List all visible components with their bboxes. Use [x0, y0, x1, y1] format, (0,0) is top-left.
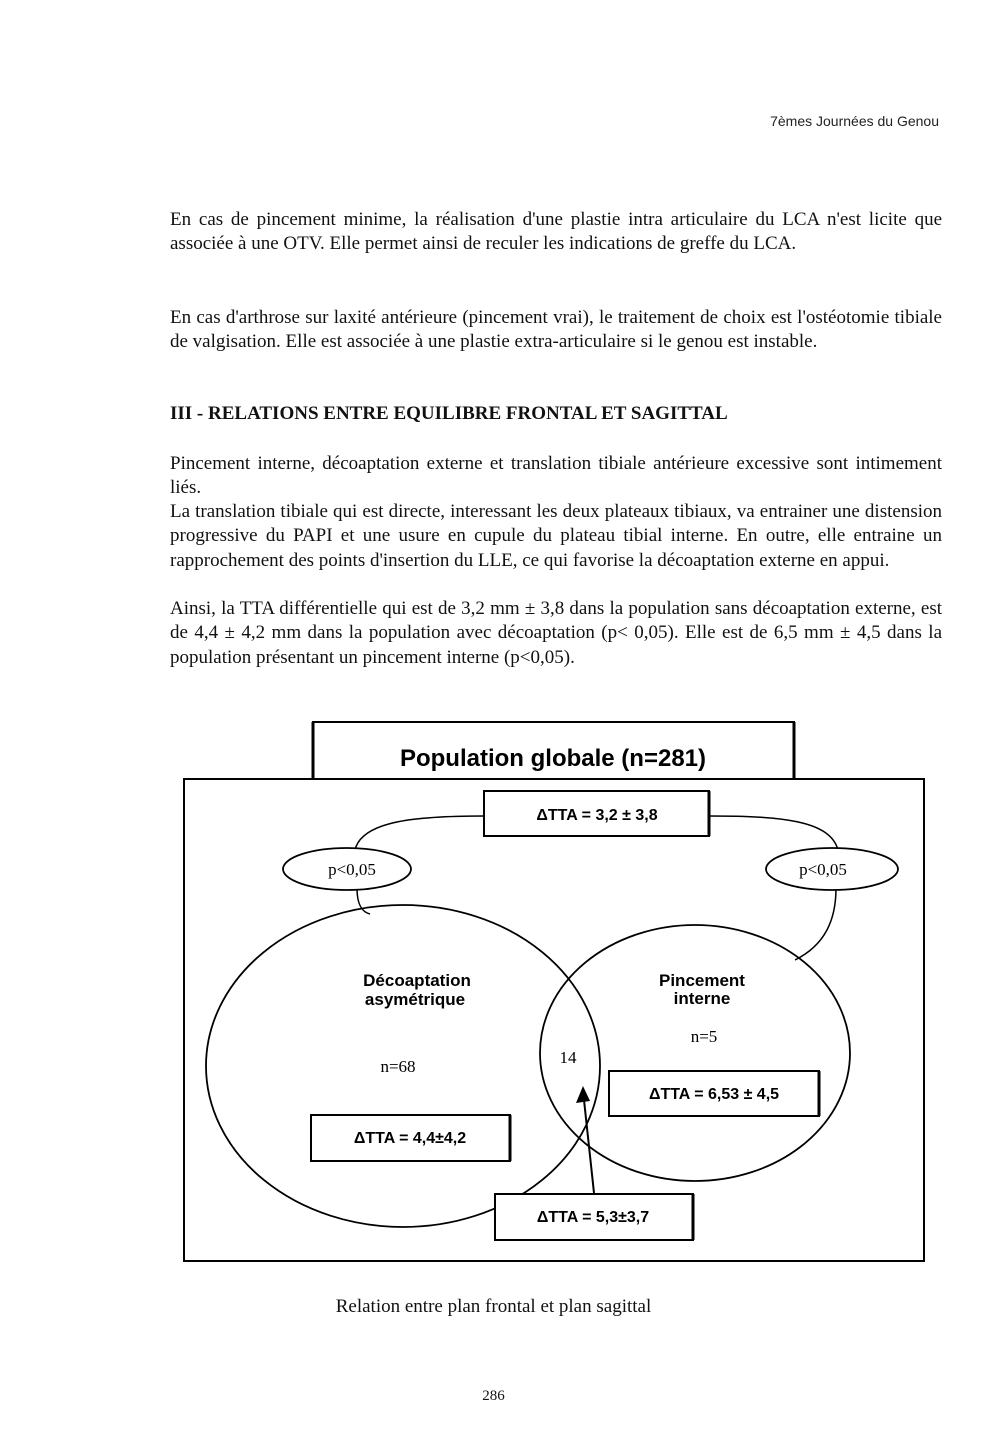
paragraph-1: En cas de pincement minime, la réalisation d'une plastie intra articulaire du LCA n'est licite que associée à une OTV. Elle permet ainsi de reculer les indications de greffe du LCA. — [170, 209, 942, 255]
connector-left-bottom — [357, 888, 370, 914]
left-circle-n: n=68 — [380, 1057, 416, 1076]
left-circle-label-1: Décoaptation — [363, 971, 471, 990]
page-number: 286 — [482, 1388, 505, 1404]
p-value-left: p<0,05 — [328, 860, 376, 879]
right-circle — [540, 925, 850, 1181]
section-heading: III - RELATIONS ENTRE EQUILIBRE FRONTAL ET SAGITTAL — [170, 403, 728, 424]
right-tta-label: ΔTTA = 6,53 ± 4,5 — [648, 1086, 780, 1103]
connector-left-top — [355, 816, 484, 850]
paragraph-4: La translation tibiale qui est directe, interessant les deux plateaux tibiaux, va entrainer une distension progressive du PAPI et une usure en cupule du plateau tibial interne. En outre, elle entraine un rapprochement des points d'insertion du LLE, ce qui favorise la décoaptation externe en appui. — [170, 501, 942, 571]
intersection-n: 14 — [559, 1048, 577, 1067]
left-tta-label: ΔTTA = 4,4±4,2 — [353, 1130, 467, 1147]
p-value-right: p<0,05 — [799, 860, 847, 879]
intersection-tta-label: ΔTTA = 5,3±3,7 — [536, 1209, 650, 1226]
running-header: 7èmes Journées du Genou — [770, 113, 939, 129]
global-tta-label: ΔTTA = 3,2 ± 3,8 — [536, 807, 658, 824]
figure-caption: Relation entre plan frontal et plan sagittal — [335, 1296, 652, 1317]
intersection-arrow-head — [576, 1086, 590, 1103]
paragraph-2: En cas d'arthrose sur laxité antérieure (pincement vrai), le traitement de choix est l'ostéotomie tibiale de valgisation. Elle est associée à une plastie extra-articulaire si le genou est instable. — [170, 307, 942, 353]
right-circle-label-2: interne — [673, 989, 731, 1008]
paragraph-5: Ainsi, la TTA différentielle qui est de 3,2 mm ± 3,8 dans la population sans décoaptation externe, est de 4,4 ± 4,2 mm dans la population avec décoaptation (p< 0,05). Elle est de 6,5 mm ± 4,5 dans la population présentant un pincement interne (p<0,05). — [170, 598, 942, 668]
right-circle-label-1: Pincement — [659, 971, 745, 990]
paragraph-3: Pincement interne, décoaptation externe et translation tibiale antérieure excessive sont intimement liés. — [170, 453, 942, 499]
intersection-arrow-shaft — [584, 1100, 594, 1193]
left-circle-label-2: asymétrique — [364, 990, 466, 1009]
connector-right-bottom — [795, 888, 836, 960]
connector-right-top — [709, 816, 838, 850]
right-circle-n: n=5 — [690, 1027, 718, 1046]
diagram-title: Population globale (n=281) — [399, 745, 707, 772]
